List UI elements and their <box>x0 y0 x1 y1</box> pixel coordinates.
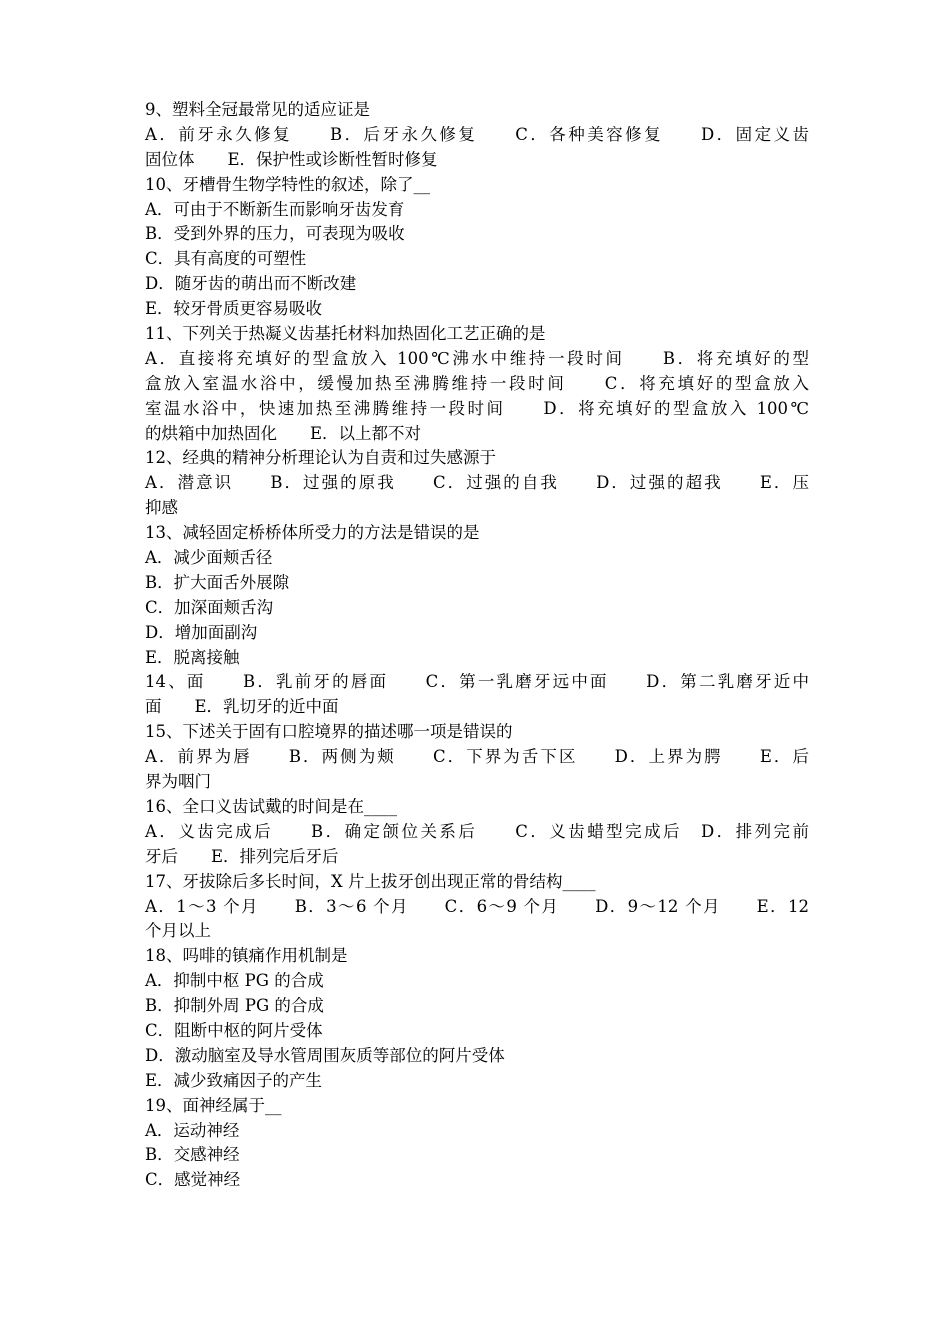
text-line: 牙后 E．排列完后牙后 <box>145 846 339 866</box>
text-line: 抑感 <box>145 498 178 518</box>
text-line: A．潜意识 B．过强的原我 C．过强的自我 D．过强的超我 E．压 <box>145 473 809 493</box>
text-line: 盒放入室温水浴中，缓慢加热至沸腾维持一段时间 C．将充填好的型盒放入 <box>145 373 809 393</box>
text-line: 14、面 B．乳前牙的唇面 C．第一乳磨牙远中面 D．第二乳磨牙近中 <box>145 672 809 692</box>
text-line: 11、下列关于热凝义齿基托材料加热固化工艺正确的是 <box>145 324 546 344</box>
text-line: A．义齿完成后 B．确定颌位关系后 C．义齿蜡型完成后 D．排列完前 <box>145 821 809 841</box>
text-line: A．1～3 个月 B．3～6 个月 C．6～9 个月 D．9～12 个月 E．12 <box>145 896 809 916</box>
text-line: C．阻断中枢的阿片受体 <box>145 1020 323 1040</box>
text-line: B．扩大面舌外展隙 <box>145 572 290 592</box>
document-page <box>145 98 809 1193</box>
text-line: 19、面神经属于__ <box>145 1095 282 1115</box>
text-line: D．随牙齿的萌出而不断改建 <box>145 274 357 294</box>
text-line: 固位体 E．保护性或诊断性暂时修复 <box>145 149 438 169</box>
text-line: C．加深面颊舌沟 <box>145 597 274 617</box>
text-line: A．运动神经 <box>145 1120 240 1140</box>
text-line: A．可由于不断新生而影响牙齿发育 <box>145 199 405 219</box>
text-line: 18、吗啡的镇痛作用机制是 <box>145 946 348 966</box>
text-line: C．感觉神经 <box>145 1170 241 1190</box>
text-line: A．前牙永久修复 B．后牙永久修复 C．各种美容修复 D．固定义齿 <box>145 124 809 144</box>
text-line: 13、减轻固定桥桥体所受力的方法是错误的是 <box>145 523 480 543</box>
text-line: B．受到外界的压力，可表现为吸收 <box>145 224 405 244</box>
text-line: B．抑制外周 PG 的合成 <box>145 996 324 1016</box>
text-line: 16、全口义齿试戴的时间是在____ <box>145 796 397 816</box>
text-line: E．较牙骨质更容易吸收 <box>145 299 323 319</box>
text-line: 10、牙槽骨生物学特性的叙述，除了__ <box>145 174 430 194</box>
text-line: 17、牙拔除后多长时间，X 片上拔牙创出现正常的骨结构____ <box>145 871 596 891</box>
text-line: 9、塑料全冠最常见的适应证是 <box>145 100 370 119</box>
text-line: A．减少面颊舌径 <box>145 548 273 568</box>
text-line: D．激动脑室及导水管周围灰质等部位的阿片受体 <box>145 1045 505 1065</box>
text-line: 的烘箱中加热固化 E．以上都不对 <box>145 423 422 443</box>
text-line: C．具有高度的可塑性 <box>145 249 307 269</box>
text-line: 面 E．乳切牙的近中面 <box>145 697 339 717</box>
text-line: E．脱离接触 <box>145 647 240 667</box>
text-line: 界为咽门 <box>145 772 211 792</box>
text-line: 室温水浴中，快速加热至沸腾维持一段时间 D．将充填好的型盒放入 100℃ <box>145 398 809 418</box>
text-line: A．直接将充填好的型盒放入 100℃沸水中维持一段时间 B．将充填好的型 <box>145 348 809 368</box>
text-line: A．抑制中枢 PG 的合成 <box>145 971 324 991</box>
text-line: 个月以上 <box>145 921 211 941</box>
text-line: D．增加面副沟 <box>145 622 258 642</box>
text-line: 15、下述关于固有口腔境界的描述哪一项是错误的 <box>145 722 513 742</box>
text-line: E．减少致痛因子的产生 <box>145 1070 323 1090</box>
text-line: A．前界为唇 B．两侧为颊 C．下界为舌下区 D．上界为腭 E．后 <box>145 747 809 767</box>
text-line: B．交感神经 <box>145 1145 240 1165</box>
text-line: 12、经典的精神分析理论认为自责和过失感源于 <box>145 448 496 468</box>
